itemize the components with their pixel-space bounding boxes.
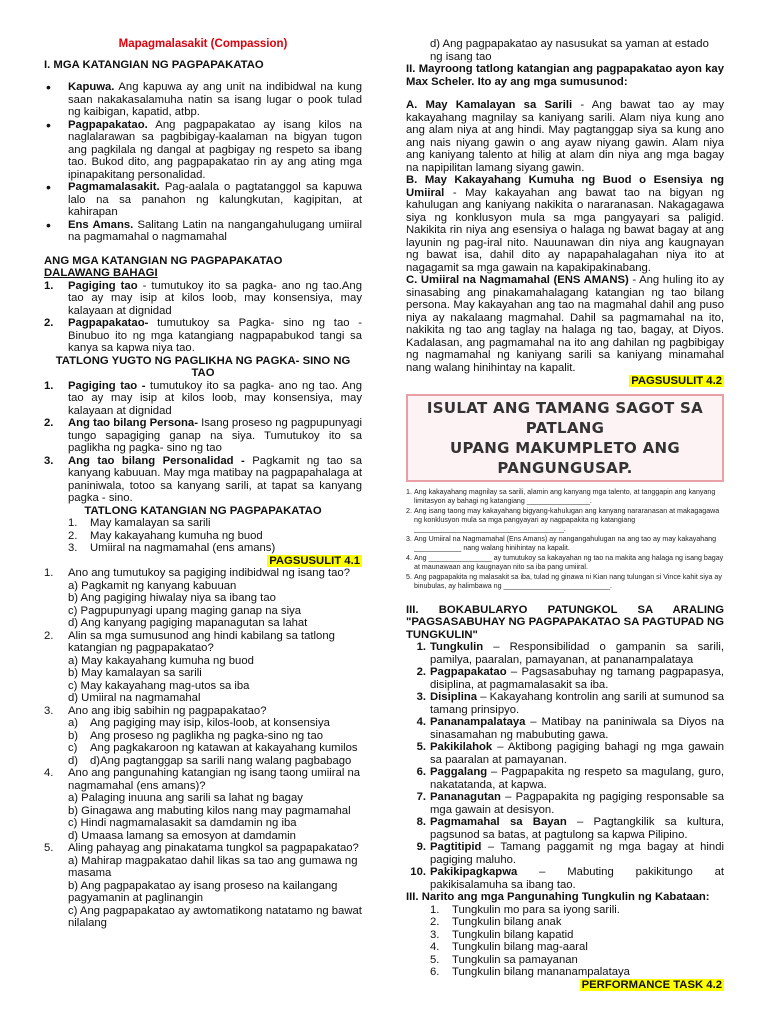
vocab-item	[406, 791, 724, 816]
item-text: Tungkulin bilang mananampalataya	[452, 966, 630, 978]
vocab-definition: – Mabuting pakikitungo at pakikisalamuha sa ibang tao.	[430, 866, 724, 891]
fill-number: 3.	[406, 534, 412, 543]
item-text: - tumutukoy ito sa pagka- ano ng tao.Ang tao ay may isip at kilos loob, may konsensiya, may kalayaan at dignidad	[68, 279, 362, 317]
answer-option: b) May kamalayan sa sarili	[68, 667, 202, 679]
quiz-5-option-d: d) Ang pagpapakatao ay nasusukat sa yaman at estado ng isang tao	[430, 38, 709, 63]
bullet-text: Ang kapuwa ay ang unit na indibidwal na kung saan nakakasalamuha natin sa isang lugar o pook tulad ng kaibigan, kapatid, atbp.	[68, 81, 362, 118]
list-item	[44, 380, 362, 418]
answer-option	[44, 742, 362, 755]
quiz-question	[44, 705, 362, 768]
vocab-definition: – Matibay na paniniwala sa Diyos na sinasamahan ng mabubuting gawa.	[430, 716, 724, 741]
answer-option: a) Pagkamit ng kanyang kabuuan	[68, 579, 237, 592]
question-number: 3. 3.	[44, 704, 54, 717]
bullet-text: Ang pagpapakatao ay isang kilos na naglalarawan sa pagbibigay-kaalaman na bigyan tugon ang pagkilala ng dangal at pagbigay ng respeto sa ibang tao. Bukod dito, ang pagpapakatao rin ay ang ating mga ipinapakitang personalidad.	[68, 118, 362, 181]
option-letter: d)	[68, 754, 79, 767]
answer-option: a) May kakayahang kumuha ng buod	[68, 654, 254, 667]
vocab-term: Disiplina	[430, 691, 478, 703]
option-text: Ang pagkakaroon ng katawan at kakayahang kumilos	[90, 742, 358, 754]
vocab-item	[406, 816, 724, 841]
instruction-banner	[406, 394, 724, 482]
answer-option: c) May kakayahang mag-utos sa iba	[68, 679, 250, 692]
fill-text: Ang pagpapakita ng malasakit sa iba, tulad ng ginawa ni Kian nang tulungan si Vince kahit siya ay binubulas, ay halimbawa ng ___________________________.	[414, 572, 722, 590]
item-number: 3. 3.	[430, 928, 440, 941]
item-term: Pagiging tao -	[68, 379, 146, 392]
vocab-term: Pananampalataya	[430, 716, 526, 728]
dalawang-bahagi-list	[44, 280, 362, 355]
answer-option	[44, 730, 362, 743]
vocab-item	[406, 841, 724, 866]
question-text: Ano ang ibig sabihin ng pagpapakatao?	[68, 704, 267, 717]
question-number: 4. 4.	[44, 767, 54, 779]
vocab-number: 5. 5.	[416, 741, 426, 753]
section-iii-heading: III. BOKABULARYO PATUNGKOL SA ARALING "PAGSASABUHAY NG PAGPAPAKATAO SA PAGTUPAD NG TUNGKULIN"	[406, 603, 724, 641]
fill-item	[406, 507, 724, 534]
katangian-term: A. May Kamalayan sa Sarili	[406, 99, 573, 111]
vocab-definition: – Aktibong pagiging bahagi ng mga gawain sa paaralan at pamayanan.	[430, 741, 724, 766]
item-number: 6. 6.	[430, 966, 440, 978]
katangian-item	[406, 99, 724, 174]
katangian-item	[406, 274, 724, 374]
document-title: Mapagmalasakit (Compassion)	[118, 38, 288, 50]
katangian-term: C. Umiiral na Nagmamahal (ENS AMANS)	[406, 274, 629, 286]
bullet-item	[44, 81, 362, 119]
vocab-definition: – Pagsasabuhay ng tamang pagpapasya, disiplina, at pagmamalasakit sa iba.	[430, 666, 724, 691]
section-2-heading: ANG MGA KATANGIAN NG PAGPAPAKATAO	[44, 254, 283, 267]
vocab-number: 2. 2.	[416, 666, 426, 678]
answer-option: c) Pagpupunyagi upang maging ganap na siya	[68, 604, 302, 617]
answer-option: b) Ang pagiging hiwalay niya sa ibang tao	[68, 592, 276, 604]
question-text: Alin sa mga sumusunod ang hindi kabilang sa tatlong katangian ng pagpapakatao?	[68, 629, 335, 654]
katangian-item	[406, 174, 724, 274]
pagsusulit-4-2-label: PAGSUSULIT 4.2	[631, 375, 722, 387]
katangian-text: - May kakayahan ang bawat tao na bigyan ng kahulugan ang kaniyang nakikita o nararanasan. Nakagagawa siya ng konklusyon mula sa mga pangyayari sa paligid. Nakikita rin niya ang esensiya o halaga ng bawat bagay at ang layunin ng pag-iral nito. Nauunawan din niya ang kaugnayan ng bawat isa, dahil dito ay napapahalagahan niya ito at nagagamit sa mga gawain na kapakipakinabang.	[406, 186, 724, 274]
tatlong-katangian-list	[44, 517, 362, 555]
section-1-heading: I. MGA KATANGIAN NG PAGPAPAKATAO	[44, 58, 264, 71]
list-item	[44, 517, 362, 530]
quiz-question	[44, 630, 362, 705]
tatlong-yugto-list	[44, 380, 362, 505]
section-ii-heading: II. Mayroong tatlong katangian ang pagpapakatao ayon kay Max Scheler. Ito ay ang mga sumusunod:	[406, 63, 724, 88]
item-text: Isang proseso ng pagpupunyagi tungo sapagiging ganap na siya. Tumutukoy ito sa paglikha ng pagka- sino ng tao	[68, 417, 362, 454]
performance-task-label: PERFORMANCE TASK 4.2	[581, 978, 722, 991]
fill-text: Ang ________________ ay tumutukoy sa kakayahan ng tao na makita ang halaga ng isang bagay at maunawaan ang kaugnayan nito sa iba pang umiiral.	[414, 553, 724, 571]
fill-text: Ang Umiiral na Nagmamahal (Ens Amans) ay nangangahulugan na ang tao ay may kakayahang ____________ nang walang hinihintay na kapalit.	[414, 534, 717, 552]
pagsusulit-4-1-label: PAGSUSULIT 4.1	[269, 554, 360, 567]
bullet-item	[44, 219, 362, 244]
item-text: Tungkulin bilang anak	[452, 916, 562, 928]
fill-item	[406, 488, 724, 506]
item-number: 4. 4.	[430, 941, 440, 953]
answer-option: c) Ang pagpapakatao ay awtomatikong natatamo ng bawat nilalang	[68, 904, 362, 929]
vocab-definition: – Pagtangkilik sa kultura, pagsunod sa batas, at pagtulong sa kapwa Pilipino.	[430, 816, 724, 841]
right-column	[406, 0, 724, 1024]
vocab-definition: – Tamang paggamit ng mga bagay at hindi pagiging maluho.	[430, 841, 724, 866]
list-item	[44, 417, 362, 455]
item-text: May kakayahang kumuha ng buod	[90, 529, 263, 542]
option-text: Ang proseso ng paglikha ng pagka-sino ng tao	[90, 729, 324, 742]
fill-in-blank-list	[406, 488, 724, 591]
banner-line-2: UPANG MAKUMPLETO ANG PANGUNGUSAP.	[450, 438, 680, 477]
vocab-item	[406, 766, 724, 791]
katangian-text: - Ang huling ito ay sinasabing ang pinakamahalagang katangian ng tao bilang persona. May kakayahan ang tao na magmahal dahil ang puso niya ay nakalaang magmahal. Dahil sa pagmamahal na ito, nakikita ng tao ang taglay na halaga ng tao, bagay, at Diyos. Kadalasan, ang pagmamahal na ito ang dahilan ng pagbibigay ng nagmamahal ng kaniyang sarili sa kaniyang minamahal nang walang hinihintay na kapalit.	[406, 274, 724, 374]
list-item	[406, 916, 724, 929]
vocab-definition: – Pagpapakita ng respeto sa magulang, guro, nakatatanda, at kapwa.	[430, 766, 724, 791]
vocab-definition: – Kakayahang kontrolin ang sarili at sumunod sa tamang prinsipyo.	[430, 691, 724, 716]
item-number: 1. 1.	[430, 903, 440, 916]
option-letter: b)	[68, 729, 79, 742]
quiz-4-1	[44, 567, 362, 930]
vocab-item	[406, 666, 724, 691]
fill-item	[406, 554, 724, 572]
item-number: 2.	[44, 417, 54, 429]
fill-number: 1.	[406, 487, 412, 496]
option-letter: c)	[68, 742, 78, 754]
quiz-question	[44, 767, 362, 842]
question-number: 2. 2.	[44, 629, 54, 642]
item-text: tumutukoy sa Pagka- sino ng tao - Binubuo ito ng mga katangiang nagpapabukod tangi sa kanya sa kapwa niya tao.	[68, 317, 362, 354]
scheler-katangian	[406, 99, 724, 374]
vocab-item	[406, 866, 724, 891]
tungkulin-list	[406, 904, 724, 979]
bullet-term: Kapuwa.	[68, 81, 115, 93]
option-letter: a)	[68, 717, 79, 729]
vocab-number: 10. 10.	[410, 866, 426, 878]
katangian-term: B. May Kakayahang Kumuha ng Buod o Esensiya ng Umiiral	[406, 174, 724, 199]
vocab-term: Pagmamahal sa Bayan	[430, 816, 567, 828]
banner-line-1: ISULAT ANG TAMANG SAGOT SA PATLANG	[426, 398, 704, 437]
bullet-text: Pag-aalala o pagtatanggol sa kapuwa lalo na sa panahon ng kalungkutan, kagipitan, at kahirapan	[68, 181, 362, 218]
bullet-term: Ens Amans.	[68, 218, 134, 231]
vocab-term: Pagpapakatao	[430, 666, 507, 678]
list-item	[406, 954, 724, 967]
vocab-item	[406, 741, 724, 766]
vocab-item	[406, 716, 724, 741]
section-2-subheading: DALAWANG BAHAGI	[44, 267, 158, 279]
quiz-question	[44, 842, 362, 930]
option-text: d)Ang pagtanggap sa sarili nang walang pagbabago	[90, 754, 352, 767]
bullet-item	[44, 119, 362, 182]
vocab-number: 7. 7.	[416, 791, 426, 803]
option-text: Ang pagiging may isip, kilos-loob, at konsensiya	[90, 717, 330, 729]
vocab-definition: – Responsibilidad o gampanin sa sarili, pamilya, paaralan, pamayanan, at pananampalataya	[430, 641, 724, 666]
vocab-number: 6. 6.	[416, 766, 426, 778]
fill-number: 5.	[406, 572, 412, 581]
list-item	[406, 941, 724, 954]
answer-option: a) Mahirap magpakatao dahil likas sa tao ang gumawa ng masama	[68, 854, 358, 879]
list-item	[44, 280, 362, 318]
left-column	[44, 0, 362, 1024]
quiz-question	[44, 567, 362, 630]
vocab-term: Pakikilahok	[430, 741, 493, 753]
bullet-text: Salitang Latin na nangangahulugang umiiral na pagmamahal o nagmamahal	[68, 218, 362, 243]
vocab-number: 8. 8.	[416, 816, 426, 828]
item-number: 2. 2.	[68, 529, 78, 542]
bullet-term: Pagpapakatao.	[68, 118, 148, 131]
item-term: Pagpapakatao-	[68, 317, 149, 329]
answer-option: c) Hindi nagmamalasakit sa damdamin ng iba	[68, 817, 297, 829]
item-text: Umiiral na nagmamahal (ens amans)	[90, 542, 276, 554]
vocab-item	[406, 691, 724, 716]
item-text: Tungkulin mo para sa iyong sarili.	[452, 903, 620, 916]
item-number: 5. 5.	[430, 953, 440, 966]
vocab-term: Tungkulin	[430, 641, 484, 653]
list-item	[44, 455, 362, 505]
item-number: 1.	[44, 379, 54, 392]
list-item	[406, 966, 724, 979]
question-number: 5. 5.	[44, 842, 54, 854]
question-text: Ano ang pangunahing katangian ng isang taong umiiral na nagmamahal (ens amans)?	[68, 767, 361, 792]
answer-option: b) Ang pagpapakatao ay isang proseso na kailangang pagyamanin at paglinangin	[68, 879, 338, 904]
item-text: Tungkulin sa pamayanan	[452, 953, 578, 966]
fill-number: 4.	[406, 553, 412, 562]
vocab-number: 3. 3.	[416, 691, 426, 703]
item-term: Pagiging tao	[68, 279, 138, 292]
vocabulary-list	[406, 641, 724, 891]
question-text: Aling pahayag ang pinakatama tungkol sa pagpapakatao?	[68, 842, 359, 854]
item-term: Ang tao bilang Persona-	[68, 417, 198, 429]
item-text: tumutukoy ito sa pagka- ano ng tao. Ang tao ay may isip at kilos loob, may konsensiya, may kalayaan at dignidad	[68, 379, 362, 417]
item-text: Pagkamit ng tao sa kanyang kabuuan. May mga matibay na pagpapahalaga at paniniwala, totoo sa kanyang sarili, at tapat sa kanyang pagka - sino.	[68, 454, 362, 504]
answer-option	[44, 755, 362, 768]
list-item	[406, 929, 724, 942]
list-item	[406, 904, 724, 917]
item-number: 3. 3.	[68, 542, 78, 554]
answer-option: d) Ang kanyang pagiging mapanagutan sa lahat	[68, 617, 308, 629]
fill-text: Ang isang taong may kakayahang bigyang-kahulugan ang kanyang nararanasan at makagagawa ng konklusyon mula sa mga pangyayari ay nagpapakita ng katangiang ______________________________________.	[414, 506, 720, 533]
question-number: 1. 1.	[44, 567, 54, 579]
answer-option: d) Umaasa lamang sa emosyon at damdamin	[68, 829, 296, 842]
list-item	[44, 542, 362, 555]
item-number: 2.	[44, 317, 54, 329]
fill-item	[406, 535, 724, 553]
item-number: 1. 1.	[68, 517, 78, 529]
vocab-term: Paggalang	[430, 766, 488, 778]
item-number: 2. 2.	[430, 916, 440, 928]
answer-option: b) Ginagawa ang mabuting kilos nang may pagmamahal	[68, 804, 351, 817]
section-iii-b-heading: III. Narito ang mga Pangunahing Tungkulin ng Kabataan:	[406, 891, 710, 903]
vocab-number: 1. 1.	[416, 641, 426, 653]
vocab-definition: – Pagpapakita ng pagiging responsable sa mga gawain at desisyon.	[430, 791, 724, 816]
answer-option: a) Palaging inuuna ang sarili sa lahat ng bagay	[68, 792, 303, 804]
item-number: 3.	[44, 454, 54, 467]
bullet-term: Pagmamalasakit.	[68, 181, 160, 193]
answer-option: d) Umiiral na nagmamahal	[68, 692, 201, 704]
vocab-term: Pakikipagkapwa	[430, 866, 518, 878]
item-text: Tungkulin bilang kapatid	[452, 928, 574, 941]
answer-option	[44, 717, 362, 730]
katangian-bullet-list	[44, 81, 362, 244]
item-text: Tungkulin bilang mag-aaral	[452, 941, 588, 953]
vocab-term: Pagtitipid	[430, 841, 482, 853]
fill-text: Ang kakayahang magnilay sa sarili, alamin ang kanyang mga talento, at tanggapin ang kanyang limitasyon ay bahagi ng katangiang ________________.	[414, 487, 716, 505]
item-text: May kamalayan sa sarili	[90, 517, 211, 529]
section-3-heading: TATLONG YUGTO NG PAGLIKHA NG PAGKA- SINO NG TAO	[55, 354, 351, 379]
katangian-text: - Ang bawat tao ay may kakayahang magnilay sa kaniyang sarili. Alam niya kung ano ang alam niya at ang hindi. May pagtanggap siya sa kung ano ang nais niyang gawin o ang ayaw niyang gawin. Alam niya ang kaniyang talento at hilig at alam din niya ang mga bagay na napipilitan lamang siyang gawin.	[406, 99, 724, 174]
list-item	[44, 530, 362, 543]
section-4-heading: TATLONG KATANGIAN NG PAGPAPAKATAO	[84, 504, 322, 517]
fill-item	[406, 573, 724, 591]
bullet-item	[44, 181, 362, 219]
vocab-number: 9. 9.	[416, 841, 426, 853]
vocab-term: Pananagutan	[430, 791, 501, 803]
vocab-item	[406, 641, 724, 666]
fill-number: 2.	[406, 506, 412, 515]
question-text: Ano ang tumutukoy sa pagiging indibidwal ng isang tao?	[68, 567, 350, 579]
list-item	[44, 317, 362, 355]
item-number: 1.	[44, 279, 54, 292]
vocab-number: 4. 4.	[416, 716, 426, 728]
item-term: Ang tao bilang Personalidad -	[68, 454, 245, 467]
